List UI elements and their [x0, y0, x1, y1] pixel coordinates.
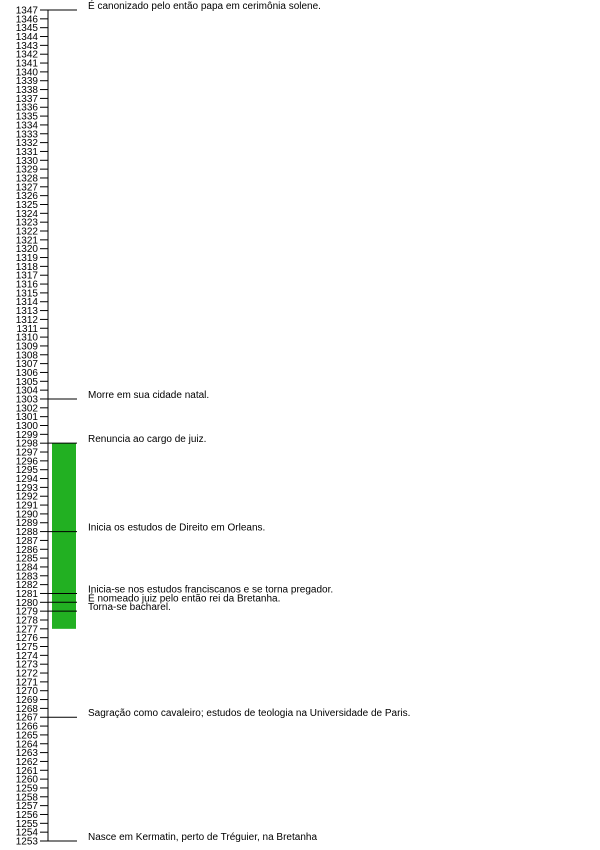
axis-tick-label: 1328: [15, 173, 38, 185]
axis-tick-label: 1346: [15, 14, 38, 26]
axis-tick-label: 1332: [15, 138, 38, 150]
event-label: Nasce em Kermatin, perto de Tréguier, na Bretanha: [88, 832, 318, 843]
axis-tick-label: 1311: [16, 323, 38, 335]
axis-tick-label: 1317: [15, 270, 38, 282]
axis-tick-label: 1258: [15, 792, 38, 804]
axis-tick-label: 1313: [15, 306, 38, 318]
axis-tick-label: 1287: [15, 535, 38, 547]
axis-tick-label: 1278: [15, 615, 38, 627]
axis-tick-label: 1271: [15, 677, 38, 689]
axis-tick-label: 1266: [15, 721, 38, 733]
axis-tick-label: 1343: [15, 40, 38, 52]
axis-tick-label: 1331: [15, 146, 38, 158]
axis-tick-label: 1315: [15, 288, 38, 300]
axis-tick-label: 1334: [15, 120, 38, 132]
axis-tick-label: 1310: [15, 332, 38, 344]
axis-tick-label: 1267: [15, 712, 38, 724]
axis-tick-label: 1263: [15, 748, 38, 760]
axis-tick-label: 1285: [15, 553, 38, 565]
axis-tick-label: 1303: [15, 394, 38, 406]
axis-tick-label: 1259: [15, 783, 38, 795]
axis-tick-label: 1326: [15, 191, 38, 203]
event-label: Inicia os estudos de Direito em Orleans.: [88, 522, 266, 534]
axis-tick-label: 1265: [15, 730, 38, 742]
axis-tick-label: 1264: [15, 739, 38, 751]
axis-tick-label: 1268: [15, 703, 38, 715]
year-axis: [16, 6, 48, 848]
axis-tick-label: 1279: [15, 606, 38, 618]
axis-tick-label: 1273: [15, 659, 38, 671]
axis-tick-label: 1289: [15, 518, 38, 530]
event-label: Sagração como cavaleiro; estudos de teologia na Universidade de Paris.: [88, 708, 411, 720]
axis-tick-label: 1275: [15, 642, 38, 654]
axis-tick-label: 1330: [15, 155, 38, 167]
axis-tick-label: 1316: [15, 279, 38, 291]
axis-tick-label: 1339: [15, 76, 38, 88]
axis-tick-label: 1269: [15, 695, 38, 707]
axis-tick-label: 1318: [15, 261, 38, 273]
axis-tick-label: 1257: [15, 801, 38, 813]
axis-tick-label: 1306: [15, 367, 38, 379]
axis-tick-label: 1312: [15, 314, 38, 326]
axis-tick-label: 1307: [15, 359, 38, 371]
axis-tick-label: 1314: [15, 297, 38, 309]
axis-tick-label: 1283: [15, 571, 38, 583]
axis-tick-label: 1325: [15, 199, 38, 211]
axis-tick-label: 1284: [15, 562, 38, 574]
axis-tick-label: 1293: [15, 482, 38, 494]
axis-tick-label: 1336: [15, 102, 38, 114]
axis-tick-label: 1304: [15, 385, 38, 397]
axis-tick-label: 1342: [15, 49, 38, 61]
axis-tick-label: 1347: [15, 5, 38, 17]
axis-tick-label: 1300: [15, 421, 38, 432]
axis-tick-label: 1298: [15, 438, 38, 450]
axis-tick-label: 1286: [15, 544, 38, 556]
axis-tick-label: 1294: [15, 474, 38, 486]
axis-tick-label: 1288: [15, 527, 38, 539]
axis-tick-label: 1299: [15, 429, 38, 441]
axis-tick-label: 1309: [15, 341, 38, 353]
axis-tick-label: 1345: [15, 23, 38, 35]
axis-tick-label: 1319: [15, 253, 38, 265]
axis-tick-label: 1337: [15, 93, 38, 105]
axis-tick-label: 1277: [15, 624, 38, 636]
axis-tick-label: 1253: [15, 836, 38, 848]
periods-layer: [52, 443, 76, 629]
axis-tick-label: 1260: [15, 774, 38, 786]
axis-tick-label: 1340: [15, 67, 38, 79]
axis-tick-label: 1335: [15, 111, 38, 123]
axis-tick-label: 1321: [15, 235, 38, 247]
axis-tick-label: 1308: [15, 350, 38, 362]
axis-tick-label: 1344: [15, 32, 38, 44]
axis-tick-label: 1261: [15, 765, 38, 777]
axis-tick-label: 1272: [15, 668, 38, 680]
axis-tick-label: 1329: [15, 164, 38, 176]
axis-tick-label: 1291: [15, 500, 38, 512]
axis-tick-label: 1323: [15, 217, 38, 229]
axis-tick-label: 1262: [15, 756, 38, 768]
period-bar: [52, 443, 76, 629]
event-label: Torna-se bacharel.: [88, 602, 171, 614]
events-layer: [48, 0, 410, 843]
axis-tick-label: 1338: [15, 85, 38, 97]
event-label: Renuncia ao cargo de juiz.: [88, 434, 207, 446]
axis-tick-label: 1295: [15, 465, 38, 477]
axis-tick-label: 1274: [15, 650, 38, 662]
axis-tick-label: 1292: [15, 491, 38, 503]
axis-tick-label: 1305: [15, 376, 38, 388]
axis-tick-label: 1276: [15, 633, 38, 645]
axis-tick-label: 1322: [15, 226, 38, 238]
axis-tick-label: 1256: [15, 809, 38, 821]
event-label: É canonizado pelo então papa em cerimônia solene.: [88, 1, 321, 12]
axis-tick-label: 1302: [15, 403, 38, 415]
event-label: É nomeado juiz pelo então rei da Bretanha.: [88, 593, 281, 605]
axis-tick-label: 1270: [15, 686, 38, 698]
axis-tick-label: 1320: [15, 244, 38, 256]
event-label: Morre em sua cidade natal.: [88, 389, 210, 401]
axis-tick-label: 1290: [15, 509, 38, 521]
axis-tick-label: 1296: [15, 456, 38, 468]
axis-tick-label: 1255: [15, 818, 38, 830]
axis-tick-label: 1301: [15, 412, 38, 424]
event-label: Inicia-se nos estudos franciscanos e se torna pregador.: [88, 584, 334, 596]
axis-tick-label: 1341: [15, 58, 38, 70]
axis-tick-label: 1282: [15, 580, 38, 592]
axis-tick-label: 1327: [15, 182, 38, 194]
axis-tick-label: 1333: [15, 129, 38, 141]
axis-tick-label: 1281: [15, 588, 38, 600]
axis-tick-label: 1324: [15, 208, 38, 220]
axis-tick-label: 1254: [15, 827, 38, 839]
axis-tick-label: 1297: [15, 447, 38, 459]
axis-tick-label: 1280: [15, 597, 38, 609]
